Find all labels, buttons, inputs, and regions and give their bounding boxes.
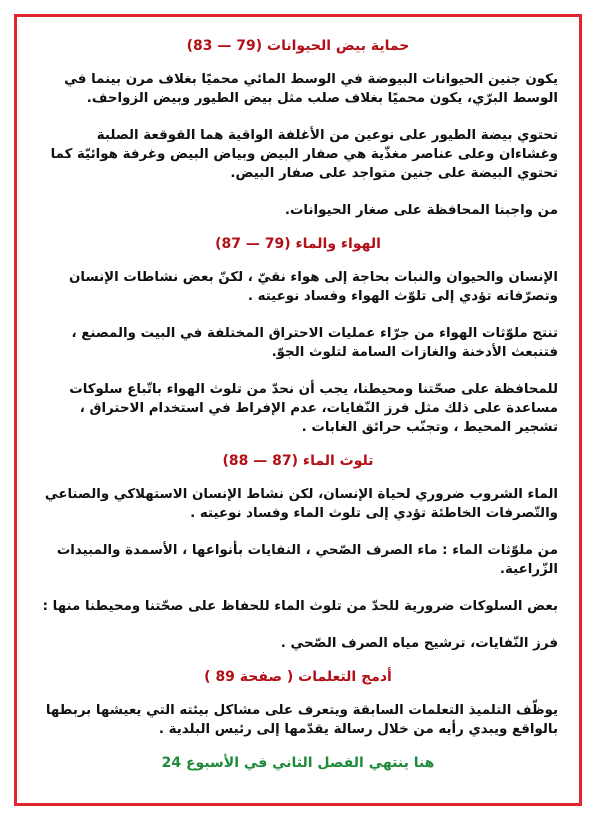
section-heading-air-water: الهواء والماء (79 — 87)	[215, 236, 381, 252]
paragraph: الماء الشروب ضروري لحياة الإنسان، لكن نشاط الإنسان الاستهلاكي والصناعي والتّصرفات الخاطئة تؤدي إلى تلوث الماء وفساد نوعيته .	[44, 487, 558, 521]
paragraph: يكون جنين الحيوانات البيوضة في الوسط المائي محميًا بغلاف مرن بينما في الوسط البرّي، يكون محميًا بغلاف صلب مثل بيض الطيور وبيض الزواحف.	[64, 72, 558, 106]
paragraph: يوظّف التلميذ التعلمات السابقة ويتعرف على مشاكل بيئته التي يعيشها بربطها بالواقع ويبدي رأيه من خلال رسالة يقدّمها إلى رئيس البلدية .	[45, 703, 558, 737]
footer-note: هنا ينتهي الفصل الثاني في الأسبوع 24	[161, 755, 435, 771]
section-heading-egg-protection: حماية بيض الحيوانات (79 — 83)	[186, 38, 410, 54]
document-body	[38, 36, 558, 773]
paragraph: من واجبنا المحافظة على صغار الحيوانات.	[284, 203, 558, 218]
paragraph: تحتوي بيضة الطيور على نوعين من الأغلفة الواقية هما القوقعة الصلبة وغشاءان وعلى عناصر مغذّية هي صفار البيض وبياض البيض وغرفة هوائيّة كما تحتوي البيضة على جنين متواجد على صفار البيض.	[50, 128, 558, 181]
section-heading-water-pollution: تلوث الماء (87 — 88)	[222, 453, 374, 469]
paragraph: تنتج ملوّثات الهواء من جرّاء عمليات الاحتراق المختلفة في البيت والمصنع ، فتنبعث الأدخنة والغازات السامة لتلوث الجوّ.	[71, 326, 558, 360]
paragraph: للمحافظة على صحّتنا ومحيطنا، يجب أن نحدّ من تلوث الهواء باتّباع سلوكات مساعدة على ذلك مثل فرز النّفايات، عدم الإفراط في استخدام الاحتراق ، تشجير المحيط ، وتجنّب حرائق الغابات .	[69, 382, 558, 435]
paragraph: بعض السلوكات ضرورية للحدّ من تلوث الماء للحفاظ على صحّتنا ومحيطنا منها :	[42, 599, 558, 614]
paragraph: فرز النّفايات، ترشيح مياه الصرف الصّحي .	[280, 636, 558, 651]
section-heading-integrate-learning: أدمج التعلمات ( صفحة 89 )	[204, 669, 392, 685]
paragraph: الإنسان والحيوان والنبات بحاجة إلى هواء نقيّ ، لكنّ بعض نشاطات الإنسان وتصرّفاته تؤدي إلى تلوّث الهواء وفساد نوعيته .	[68, 270, 558, 304]
paragraph: من ملوّثات الماء : ماء الصرف الصّحي ، النفايات بأنواعها ، الأسمدة والمبيدات الزّراعية.	[56, 543, 558, 577]
